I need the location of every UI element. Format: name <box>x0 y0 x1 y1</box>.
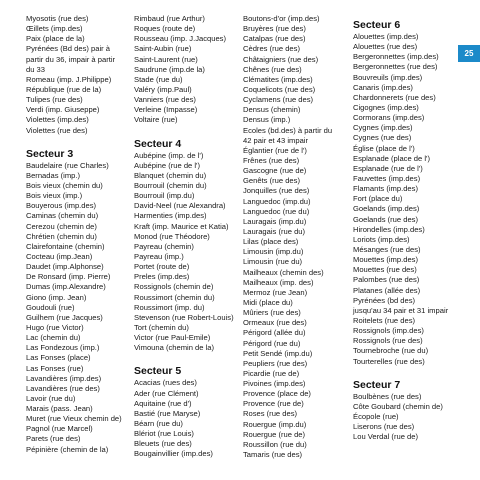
street-entry: Boutons-d'or (imp.des) <box>243 14 320 23</box>
street-column-1 <box>26 14 122 455</box>
street-entry: Verdi (imp. Giuseppe) <box>26 105 100 115</box>
street-entry: Limousin (imp.du) <box>243 247 304 257</box>
street-entry: Loriots (imp.des) <box>353 234 410 244</box>
street-column-2 <box>134 14 234 459</box>
street-entry: partir du 36, impair à partir <box>26 54 116 64</box>
street-entry: Frênes (rue des) <box>243 155 300 165</box>
street-entry: Hugo (rue Victor) <box>26 322 84 332</box>
street-entry: Pyrénées (Bd des) pair à <box>26 44 110 54</box>
street-entry: Cygnes (imp.des) <box>353 123 413 133</box>
street-entry: Béarn (rue du) <box>134 418 183 428</box>
street-entry: Aubépine (rue de l') <box>134 160 201 170</box>
sector-heading: Secteur 7 <box>353 378 401 391</box>
street-entry: Mailheaux (imp. des) <box>243 277 314 287</box>
street-entry: Dumas (imp.Alexandre) <box>26 282 106 292</box>
street-entry: Goelands (rue des) <box>353 214 419 224</box>
street-entry: Bouyerous (imp.des) <box>26 201 97 211</box>
street-entry: Voltaire (rue) <box>134 115 178 125</box>
street-entry: Coquelicots (rue des) <box>243 84 316 94</box>
street-entry: Esplanade (rue de l') <box>353 163 423 173</box>
street-entry: Boulbènes (rue des) <box>353 391 422 401</box>
street-entry: Rouergue (imp.du) <box>243 419 307 429</box>
sector-heading: Secteur 3 <box>26 147 74 160</box>
street-entry: Goelands (imp.des) <box>353 204 420 214</box>
street-entry: Blériot (rue Louis) <box>134 429 194 439</box>
street-entry: Cocteau (imp.Jean) <box>26 251 93 261</box>
street-entry: Stade (rue du) <box>134 74 183 84</box>
street-entry: Violettes (imp.des) <box>26 115 89 125</box>
street-entry: Cerezou (chemin de) <box>26 221 97 231</box>
street-entry: Daudet (imp.Alphonse) <box>26 262 104 272</box>
street-entry: Rossignols (chemin de) <box>134 282 214 292</box>
street-entry: Las Fonses (rue) <box>26 363 84 373</box>
street-entry: Violettes (rue des) <box>26 125 88 135</box>
street-entry: Languedoc (imp.du) <box>243 196 311 206</box>
street-entry: Myosotis (rue des) <box>26 14 89 23</box>
street-entry: Clairefontaine (chemin) <box>26 241 105 251</box>
street-entry: Rossignols (rue des) <box>353 336 423 346</box>
street-entry: Périgord (allée du) <box>243 328 306 338</box>
page-number-tab <box>458 45 480 62</box>
street-entry: Rimbaud (rue Arthur) <box>134 14 205 23</box>
street-entry: Peupliers (rue des) <box>243 358 308 368</box>
street-entry: Lavandières (imp.des) <box>26 373 102 383</box>
street-entry: Tamaris (rue des) <box>243 450 303 460</box>
street-entry: Lavoir (rue du) <box>26 393 76 403</box>
street-entry: Caminas (chemin du) <box>26 211 99 221</box>
street-entry: jusqu'au 34 pair et 31 impair <box>353 305 449 315</box>
street-entry: Lauragais (rue du) <box>243 226 306 236</box>
street-entry: Tulipes (rue des) <box>26 95 83 105</box>
street-entry: Giono (imp. Jean) <box>26 292 87 302</box>
street-entry: Hirondelles (imp.des) <box>353 224 425 234</box>
street-entry: Saint-Aubin (rue) <box>134 44 192 54</box>
street-entry: Liserons (rue des) <box>353 422 415 432</box>
street-entry: Tourterelles (rue des) <box>353 356 425 366</box>
street-entry: Alouettes (rue des) <box>353 42 418 52</box>
street-entry: Bastié (rue Maryse) <box>134 408 201 418</box>
street-entry: Chardonnerets (rue des) <box>353 92 436 102</box>
street-entry: Bleuets (rue des) <box>134 439 192 449</box>
street-entry: Paix (place de la) <box>26 34 85 44</box>
street-entry: Mailheaux (chemin des) <box>243 267 324 277</box>
street-entry: Preles (imp.des) <box>134 272 190 282</box>
street-entry: Acacias (rues des) <box>134 378 197 388</box>
street-entry: Lauragais (imp.du) <box>243 216 307 226</box>
street-entry: Petit Sendé (imp.du) <box>243 348 313 358</box>
street-entry: Lavandières (rue des) <box>26 383 100 393</box>
street-entry: Guilhem (rue Jacques) <box>26 312 103 322</box>
street-entry: Las Fondezous (imp.) <box>26 343 100 353</box>
street-entry: Las Fonses (place) <box>26 353 91 363</box>
street-entry: Rousseau (imp. J.Jacques) <box>134 34 227 44</box>
street-entry: Fort (place du) <box>353 194 403 204</box>
street-entry: Stevenson (rue Robert-Louis) <box>134 312 234 322</box>
street-entry: Languedoc (rue du) <box>243 206 310 216</box>
street-entry: République (rue de la) <box>26 84 102 94</box>
street-entry: Mermoz (rue Jean) <box>243 287 308 297</box>
street-entry: Bourrouil (imp.du) <box>134 191 195 201</box>
street-entry: Densus (chemin) <box>243 105 301 115</box>
street-entry: Goudouli (rue) <box>26 302 75 312</box>
page-number: 25 <box>464 49 474 58</box>
street-entry: Bruyères (rue des) <box>243 24 306 34</box>
street-entry: De Ronsard (imp. Pierre) <box>26 272 111 282</box>
street-entry: David-Neel (rue Alexandra) <box>134 201 226 211</box>
street-entry: Provence (rue de) <box>243 399 304 409</box>
street-entry: Canaris (imp.des) <box>353 82 413 92</box>
street-entry: Vimouna (chemin de la) <box>134 343 215 353</box>
sector-heading: Secteur 5 <box>134 365 182 378</box>
street-entry: Cyclamens (rue des) <box>243 95 314 105</box>
street-entry: Cormorans (imp.des) <box>353 113 425 123</box>
street-entry: Gascogne (rue de) <box>243 166 307 176</box>
street-entry: Bourrouil (chemin du) <box>134 180 207 190</box>
street-entry: Tort (chemin du) <box>134 322 189 332</box>
street-entry: Vanniers (rue des) <box>134 95 196 105</box>
street-entry: Roitelets (rue des) <box>353 315 416 325</box>
street-entry: Victor (rue Paul-Emile) <box>134 333 211 343</box>
street-entry: Roussimort (imp. du) <box>134 302 205 312</box>
street-entry: Bernadas (imp.) <box>26 170 81 180</box>
street-entry: Monod (rue Théodore) <box>134 231 210 241</box>
street-entry: Romeau (imp. J.Philippe) <box>26 74 112 84</box>
street-entry: Œillets (imp.des) <box>26 24 83 34</box>
street-entry: Platanes (allée des) <box>353 285 421 295</box>
street-entry: Côte Goubard (chemin de) <box>353 401 443 411</box>
street-entry: Genêts (rue des) <box>243 176 300 186</box>
street-entry: 42 pair et 43 impair <box>243 135 309 145</box>
street-entry: Pagnol (rue Marcel) <box>26 424 93 434</box>
street-entry: Cigognes (imp.des) <box>353 102 419 112</box>
street-entry: Ecoles (bd.des) à partir du <box>243 125 333 135</box>
street-entry: Muret (rue Vieux chemin de) <box>26 414 122 424</box>
street-entry: Roses (rue des) <box>243 409 298 419</box>
street-entry: Valéry (imp.Paul) <box>134 84 192 94</box>
street-entry: Limousin (rue du) <box>243 257 303 267</box>
street-entry: Alouettes (imp.des) <box>353 32 419 41</box>
street-entry: Bois vieux (imp.) <box>26 191 83 201</box>
street-entry: Roussillon (rue du) <box>243 439 307 449</box>
street-entry: Fauvettes (imp.des) <box>353 173 421 183</box>
street-entry: Densus (imp.) <box>243 115 291 125</box>
street-entry: Rossignols (imp.des) <box>353 326 424 336</box>
street-entry: Mouettes (imp.des) <box>353 255 418 265</box>
street-entry: Saudrune (imp.de la) <box>134 64 205 74</box>
street-entry: Bougainvillier (imp.des) <box>134 449 213 459</box>
street-entry: Bergeronnettes (imp.des) <box>353 52 439 62</box>
street-entry: Église (place de l') <box>353 143 415 153</box>
street-entry: Tournebroche (rue du) <box>353 346 429 356</box>
street-entry: Roques (route de) <box>134 24 196 34</box>
street-entry: Harmenties (imp.des) <box>134 211 207 221</box>
street-entry: Mouettes (rue des) <box>353 265 417 275</box>
street-entry: Cèdres (rue des) <box>243 44 300 54</box>
street-entry: Flamants (imp.des) <box>353 184 418 194</box>
street-entry: Clématites (imp.des) <box>243 74 313 84</box>
street-entry: Lac (chemin du) <box>26 333 81 343</box>
street-entry: Baudelaire (rue Charles) <box>26 160 109 170</box>
street-entry: Aubépine (imp. de l') <box>134 150 204 160</box>
street-entry: du 33 <box>26 64 46 74</box>
street-entry: Lou Verdal (rue de) <box>353 432 419 442</box>
street-entry: Chrétien (chemin du) <box>26 231 97 241</box>
street-entry: Palombes (rue des) <box>353 275 420 285</box>
street-entry: Pyrénées (bd des) <box>353 295 416 305</box>
street-entry: Mûriers (rue des) <box>243 308 301 318</box>
street-entry: Chênes (rue des) <box>243 64 302 74</box>
street-entry: Jonquilles (rue des) <box>243 186 310 196</box>
street-entry: Églantier (rue de l') <box>243 145 307 155</box>
street-entry: Cygnes (rue des) <box>353 133 412 143</box>
street-entry: Midi (place du) <box>243 297 293 307</box>
street-entry: Bouvreuils (imp.des) <box>353 72 423 82</box>
street-entry: Verleine (Impasse) <box>134 105 198 115</box>
street-entry: Ormeaux (rue des) <box>243 318 307 328</box>
street-entry: Payreau (chemin) <box>134 241 194 251</box>
street-column-4 <box>353 18 448 442</box>
street-entry: Pivoines (imp.des) <box>243 379 306 389</box>
street-entry: Parets (rue des) <box>26 434 81 444</box>
street-entry: Picardie (rue de) <box>243 368 300 378</box>
street-entry: Bois vieux (chemin du) <box>26 180 103 190</box>
street-entry: Kraft (imp. Maurice et Katia) <box>134 221 229 231</box>
street-entry: Rouergue (rue de) <box>243 429 306 439</box>
street-entry: Marais (pass. Jean) <box>26 404 93 414</box>
street-entry: Esplanade (place de l') <box>353 153 431 163</box>
street-entry: Ader (rue Clément) <box>134 388 199 398</box>
sector-heading: Secteur 4 <box>134 137 182 150</box>
street-entry: Bergeronnettes (rue des) <box>353 62 438 72</box>
street-entry: Blanquet (chemin du) <box>134 170 207 180</box>
sector-heading: Secteur 6 <box>353 19 401 31</box>
street-entry: Pépinière (chemin de la) <box>26 444 109 454</box>
street-entry: Écopole (rue) <box>353 411 399 421</box>
street-entry: Châtaigniers (rue des) <box>243 54 319 64</box>
street-entry: Mésanges (rue des) <box>353 244 421 254</box>
street-entry: Payreau (imp.) <box>134 251 184 261</box>
street-entry: Aquitaine (rue d') <box>134 398 192 408</box>
street-entry: Périgord (rue du) <box>243 338 301 348</box>
street-entry: Saint-Laurent (rue) <box>134 54 198 64</box>
street-entry: Catalpas (rue des) <box>243 34 306 44</box>
street-entry: Lilas (place des) <box>243 237 299 247</box>
street-entry: Portet (route de) <box>134 262 190 272</box>
street-entry: Roussimort (chemin du) <box>134 292 215 302</box>
street-entry: Provence (place de) <box>243 389 311 399</box>
street-column-3 <box>243 14 332 460</box>
